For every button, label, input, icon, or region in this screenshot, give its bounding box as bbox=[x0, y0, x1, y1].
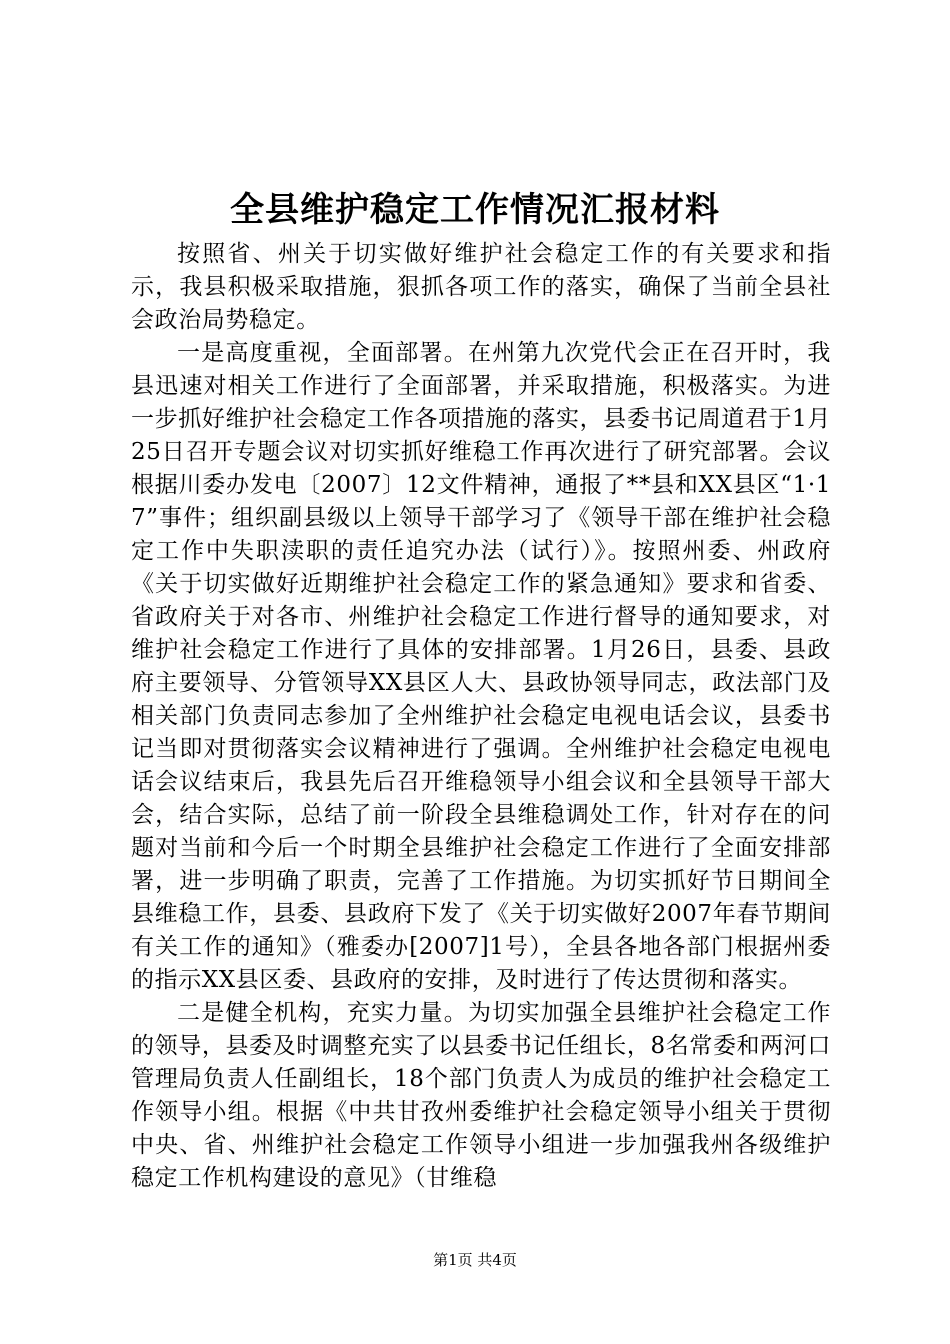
document-body bbox=[131, 238, 831, 1195]
page-number-footer: 第1页 共4页 bbox=[433, 1251, 517, 1269]
document-title: 全县维护稳定工作情况汇报材料 bbox=[230, 190, 720, 230]
paragraph-one: 一是高度重视，全面部署。在州第九次党代会正在召开时，我县迅速对相关工作进行了全面部署，并采取措施，积极落实。为进一步抓好维护社会稳定工作各项措施的落实，县委书记周道君于1月25日召开专题会议对切实抓好维稳工作再次进行了研究部署。会议根据川委办发电〔2007〕12文件精神，通报了**县和XX县区“1·17”事件；组织副县级以上领导干部学习了《领导干部在维护社会稳定工作中失职渎职的责任追究办法（试行）》。按照州委、州政府《关于切实做好近期维护社会稳定工作的紧急通知》要求和省委、省政府关于对各市、州维护社会稳定工作进行督导的通知要求，对维护社会稳定工作进行了具体的安排部署。1月26日，县委、县政府主要领导、分管领导XX县区人大、县政协领导同志，政法部门及相关部门负责同志参加了全州维护社会稳定电视电话会议，县委书记当即对贯彻落实会议精神进行了强调。全州维护社会稳定电视电话会议结束后，我县先后召开维稳领导小组会议和全县领导干部大会，结合实际，总结了前一阶段全县维稳调处工作，针对存在的问题对当前和今后一个时期全县维护社会稳定工作进行了全面安排部署，进一步明确了职责，完善了工作措施。为切实抓好节日期间全县维稳工作，县委、县政府下发了《关于切实做好2007年春节期间有关工作的通知》（雅委办[2007]1号），全县各地各部门根据州委的指示XX县区委、县政府的安排，及时进行了传达贯彻和落实。 bbox=[131, 340, 831, 993]
paragraph-two: 二是健全机构，充实力量。为切实加强全县维护社会稳定工作的领导，县委及时调整充实了以县委书记任组长，8名常委和两河口管理局负责人任副组长，18个部门负责人为成员的维护社会稳定工作领导小组。根据《中共甘孜州委维护社会稳定领导小组关于贯彻中央、省、州维护社会稳定工作领导小组进一步加强我州各级维护稳定工作机构建设的意见》（甘维稳 bbox=[131, 1000, 831, 1191]
paragraph-intro: 按照省、州关于切实做好维护社会稳定工作的有关要求和指示，我县积极采取措施，狠抓各项工作的落实，确保了当前全县社会政治局势稳定。 bbox=[131, 241, 831, 333]
